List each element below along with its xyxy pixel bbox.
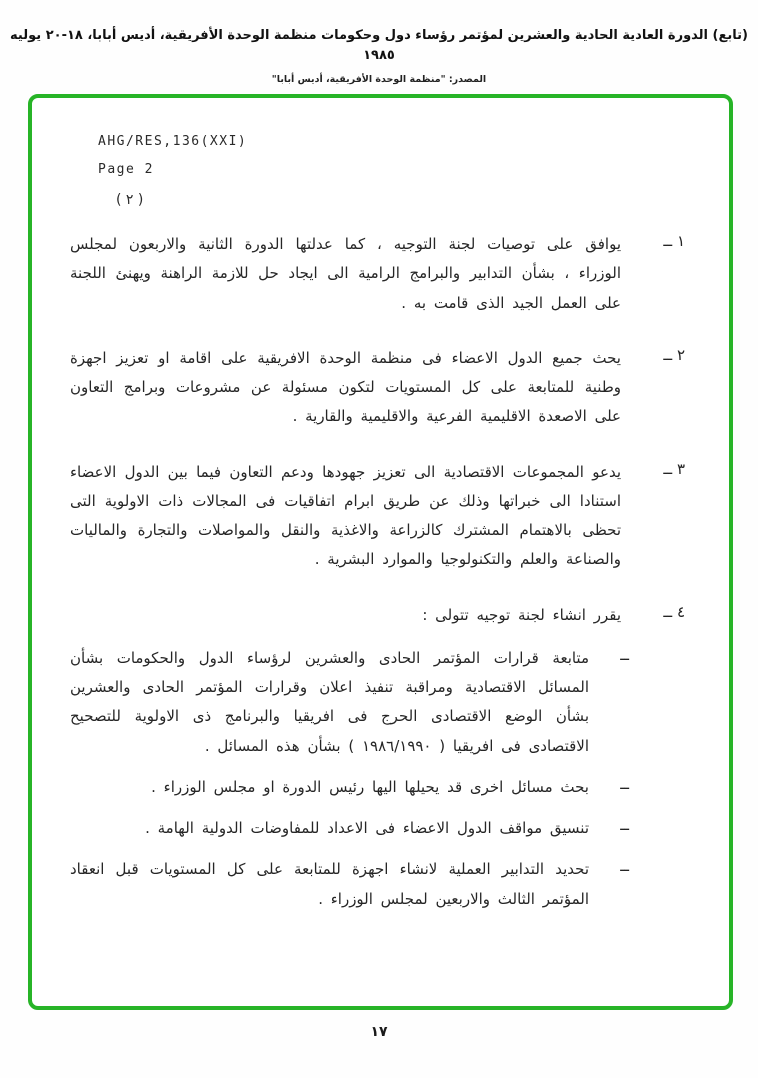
sub-item-text: متابعة قرارات المؤتمر الحادى والعشرين لرؤساء الدول والحكومات بشأن المسائل الاقتصادية ومراقبة تنفيذ اعلان وقرارات المؤتمر الحادى والعشرين بشأن الوضع الاقتصادى الحرج فى افريقيا والبرنامج ذى الاولوية للتصحيح الاقتصادى فى افريقيا ( ١٩٨٦/١٩٩٠ ) بشأن هذه المسائل . bbox=[70, 648, 589, 755]
page-header bbox=[8, 26, 750, 85]
sub-item-text: تحديد التدابير العملية لانشاء اجهزة للمتابعة على كل المستويات قبل انعقاد المؤتمر الثالث والاربعين لمجلس الوزراء . bbox=[70, 860, 589, 908]
resolution-body bbox=[70, 230, 685, 914]
sub-item-text: تنسيق مواقف الدول الاعضاء فى الاعداد للمفاوضات الدولية الهامة . bbox=[145, 819, 589, 837]
item-number: ١ ــ bbox=[663, 232, 685, 250]
header-title: (تابع) الدورة العادية الحادية والعشرين لمؤتمر رؤساء دول وحكومات منظمة الوحدة الأفريقية، أديس أبابا، ١٨-٢٠ يوليه ١٩٨٥ bbox=[10, 28, 748, 63]
header-source: المصدر: "منظمة الوحدة الأفريقية، أديس أبابا" bbox=[271, 74, 487, 85]
document-reference: AHG/RES,136(XXI) bbox=[98, 134, 248, 149]
resolution-item-2 bbox=[70, 344, 685, 432]
document-frame bbox=[28, 94, 733, 1010]
item-text: يوافق على توصيات لجنة التوجيه ، كما عدلتها الدورة الثانية والاربعون لمجلس الوزراء ، بشأن التدابير والبرامج الرامية الى ايجاد حل للازمة الراهنة ويهنئ اللجنة على العمل الجيد الذى قامت به . bbox=[70, 235, 621, 312]
dash-marker: ــ bbox=[620, 816, 629, 834]
item-text: يدعو المجموعات الاقتصادية الى تعزيز جهودها ودعم التعاون فيما بين الدول الاعضاء استنادا الى خبراتها وذلك عن طريق ابرام اتفاقيات فى المجالات ذات الاولوية التى تحظى بالاهتمام المشترك كالزراعة والاغذية والنقل والمواصلات والتجارة والماليات والصناعة والعلم والتكنولوجيا والموارد البشرية . bbox=[70, 462, 621, 569]
item-text: يقرر انشاء لجنة توجيه تتولى : bbox=[422, 605, 621, 624]
sub-item-4 bbox=[70, 855, 629, 914]
dash-marker: ــ bbox=[620, 857, 629, 876]
resolution-item-1 bbox=[70, 230, 685, 318]
item-number: ٢ ــ bbox=[663, 345, 685, 364]
dash-marker: ــ bbox=[620, 645, 629, 664]
page-label: Page 2 bbox=[98, 162, 154, 177]
item-number: ٣ ــ bbox=[663, 459, 685, 478]
sub-item-3 bbox=[70, 814, 629, 843]
footer-page-number: ١٧ bbox=[370, 1024, 388, 1040]
dash-marker: ــ bbox=[620, 774, 629, 793]
sub-item-2 bbox=[70, 773, 629, 802]
resolution-item-3 bbox=[70, 458, 685, 575]
sub-item-text: بحث مسائل اخرى قد يحيلها اليها رئيس الدورة او مجلس الوزراء . bbox=[151, 777, 589, 796]
sub-item-1 bbox=[70, 644, 629, 761]
item-text: يحث جميع الدول الاعضاء فى منظمة الوحدة الافريقية على اقامة او تعزيز اجهزة وطنية للمتابعة على كل المستويات لتكون مسئولة عن مشروعات وبرامج التعاون على الاصعدة الاقليمية الفرعية والاقليمية والقارية . bbox=[70, 348, 621, 426]
page-number-arabic: ( ٢ ) bbox=[116, 192, 144, 208]
item-number: ٤ ــ bbox=[663, 602, 685, 621]
resolution-item-4 bbox=[70, 601, 685, 630]
